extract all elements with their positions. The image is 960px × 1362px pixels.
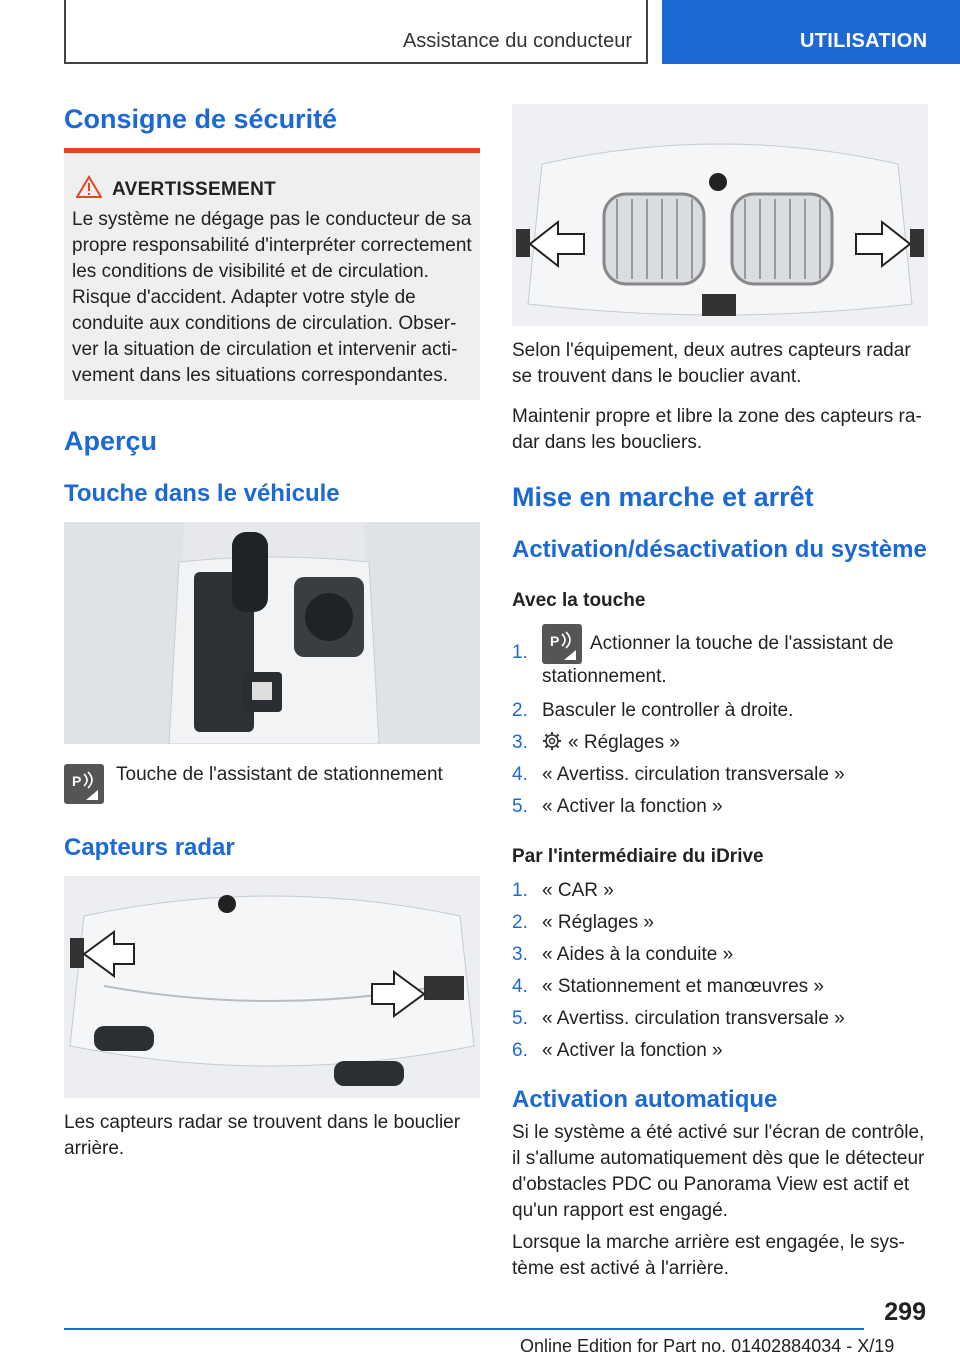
safety-title: Consigne de sécurité — [64, 104, 338, 134]
button-caption: Touche de l'assistant de stationnement — [116, 764, 443, 785]
page-number: 299 — [884, 1298, 926, 1326]
svg-text:P: P — [550, 633, 560, 649]
list-item: 3. « Aides à la conduite » — [512, 944, 734, 965]
front-bumper-image — [512, 104, 928, 326]
gear-icon — [542, 731, 562, 751]
idrive-steps — [512, 878, 928, 1070]
list-item: 1. P Actionner la touche de l'assistant de stationnement. — [512, 624, 928, 690]
onoff-subtitle: Activation/désactivation du système — [512, 536, 927, 563]
list-item: 3. « Réglages » — [512, 732, 680, 753]
idrive-heading: Par l'intermédiaire du iDrive — [512, 846, 764, 867]
list-item: 4. « Stationnement et manœuvres » — [512, 976, 824, 997]
list-item: 2. Basculer le controller à droite. — [512, 700, 794, 721]
list-item: 5. « Avertiss. circulation transversale » — [512, 1008, 845, 1029]
park-assist-button-icon — [542, 624, 582, 664]
svg-text:P: P — [72, 773, 82, 789]
warning-triangle-icon — [76, 175, 102, 199]
header-section-title: Assistance du conducteur — [402, 30, 632, 52]
with-button-heading: Avec la touche — [512, 590, 646, 611]
auto-text-1: Si le système a été activé sur l'écran de contrôle, il s'allume automatiquement dès que le détecteur d'obstacles PDC ou Panorama View est actif et qu'un rapport est engagé. — [512, 1122, 925, 1221]
list-item: 1. « CAR » — [512, 880, 614, 901]
onoff-title: Mise en marche et arrêt — [512, 482, 814, 512]
warning-box — [64, 148, 480, 400]
list-item: 5. « Activer la fonction » — [512, 796, 723, 817]
radar-rear-text: Les capteurs radar se trouvent dans le bouclier arrière. — [64, 1112, 461, 1159]
with-button-steps — [512, 624, 928, 826]
radar-heading: Capteurs radar — [64, 834, 235, 861]
center-console-image — [64, 522, 480, 744]
radar-front-text: Selon l'équipement, deux autres capteurs radar se trouvent dans le bouclier avant. — [512, 340, 911, 387]
footer-edition: Online Edition for Part no. 01402884034 - X/19 — [520, 1336, 895, 1356]
footer-divider — [64, 1328, 864, 1330]
auto-title: Activation automatique — [512, 1086, 778, 1113]
list-item: 6. « Activer la fonction » — [512, 1040, 723, 1061]
header-chapter-title: UTILISATION — [800, 30, 928, 52]
warning-label: AVERTISSEMENT — [112, 179, 277, 200]
warning-text: Le système ne dégage pas le conducteur de sa propre responsabilité d'interpréter correctement les conditions de visibilité et de circulation. Risque d'accident. Adapter votre style de conduite aux conditions de circulation. Observer la situation de circulation et intervenir activement dans les situations correspondantes. — [72, 209, 472, 386]
header-section-box — [64, 0, 648, 64]
rear-bumper-image — [64, 876, 480, 1098]
radar-clean-text: Maintenir propre et libre la zone des capteurs radar dans les boucliers. — [512, 406, 922, 453]
auto-text-2: Lorsque la marche arrière est engagée, le système est activé à l'arrière. — [512, 1232, 905, 1279]
list-item: 2. « Réglages » — [512, 912, 654, 933]
list-item: 4. « Avertiss. circulation transversale » — [512, 764, 845, 785]
button-heading: Touche dans le véhicule — [64, 480, 340, 507]
overview-title: Aperçu — [64, 426, 158, 456]
park-assist-button-icon — [64, 764, 104, 804]
